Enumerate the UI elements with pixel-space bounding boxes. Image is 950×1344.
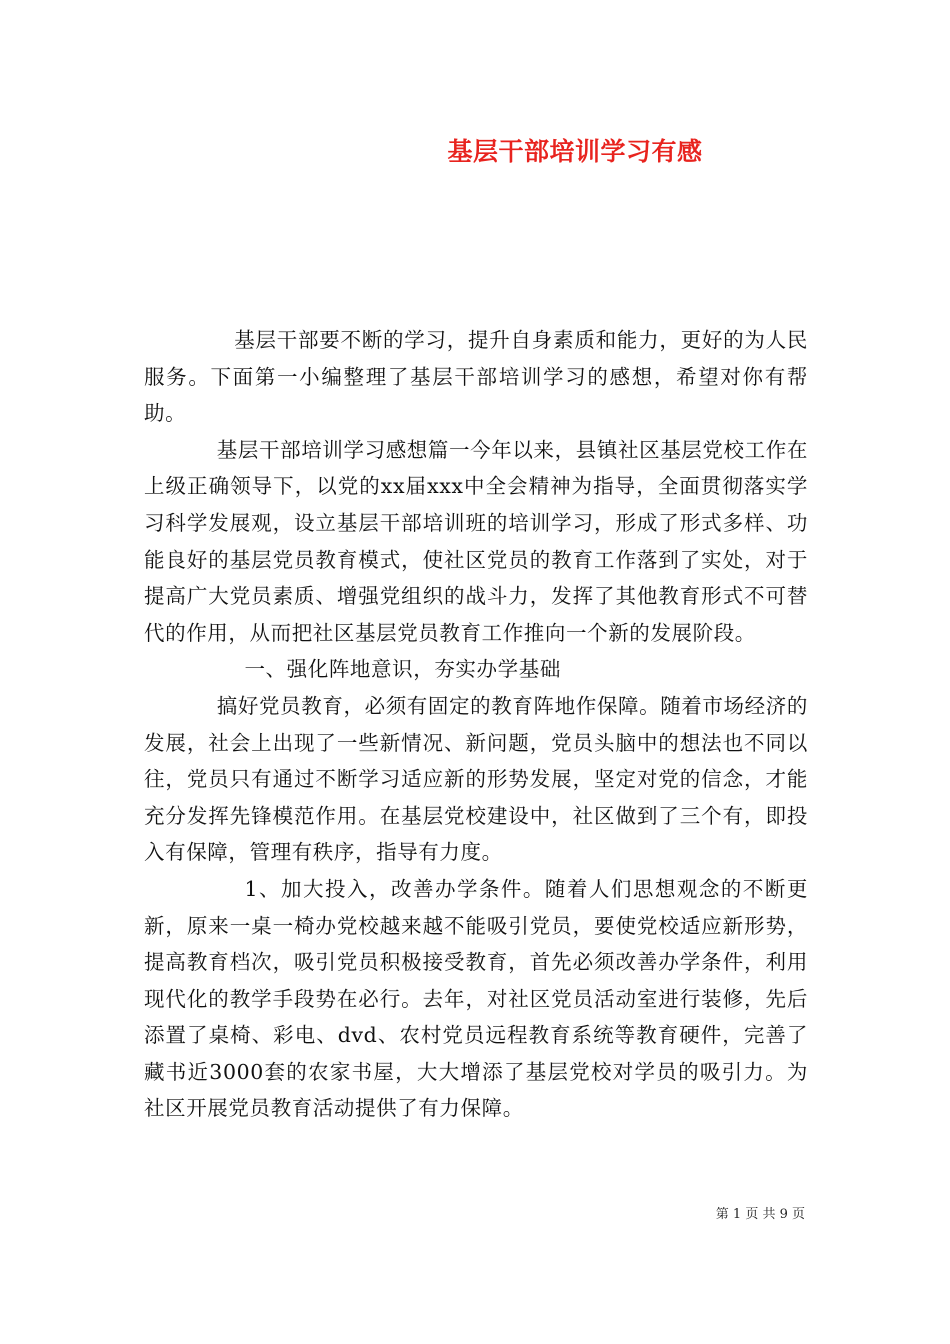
body-paragraph: 基层干部培训学习感想篇一今年以来，县镇社区基层党校工作在上级正确领导下，以党的xx届xxx中全会精神为指导，全面贯彻落实学习科学发展观，设立基层干部培训班的培训学习，形成了形式多样、功能良好的基层党员教育模式，使社区党员的教育工作落到了实处，对于提高广大党员素质、增强党组织的战斗力，发挥了其他教育形式不可替代的作用，从而把社区基层党员教育工作推向一个新的发展阶段。 bbox=[144, 437, 808, 645]
body-paragraph: 1、加大投入，改善办学条件。随着人们思想观念的不断更新，原来一桌一椅办党校越来越不能吸引党员，要使党校适应新形势，提高教育档次，吸引党员积极接受教育，首先必须改善办学条件，利用现代化的教学手段势在必行。去年，对社区党员活动室进行装修，先后添置了桌椅、彩电、dvd、农村党员远程教育系统等教育硬件，完善了藏书近3000套的农家书屋，大大增添了基层党校对学员的吸引力。为社区开展党员教育活动提供了有力保障。 bbox=[144, 876, 808, 1121]
section-heading: 一、强化阵地意识，夯实办学基础 bbox=[244, 657, 561, 682]
body-paragraph: 搞好党员教育，必须有固定的教育阵地作保障。随着市场经济的发展，社会上出现了一些新情况、新问题，党员头脑中的想法也不同以往，党员只有通过不断学习适应新的形势发展，坚定对党的信念，才能充分发挥先锋模范作用。在基层党校建设中，社区做到了三个有，即投入有保障，管理有秩序，指导有力度。 bbox=[144, 693, 808, 865]
document-body bbox=[144, 322, 808, 1127]
page-number-footer: 第 1 页 共 9 页 bbox=[715, 1207, 805, 1222]
intro-paragraph: 基层干部要不断的学习，提升自身素质和能力，更好的为人民服务。下面第一小编整理了基层干部培训学习的感想，希望对你有帮助。 bbox=[144, 328, 808, 426]
document-title: 基层干部培训学习有感 bbox=[447, 137, 703, 166]
